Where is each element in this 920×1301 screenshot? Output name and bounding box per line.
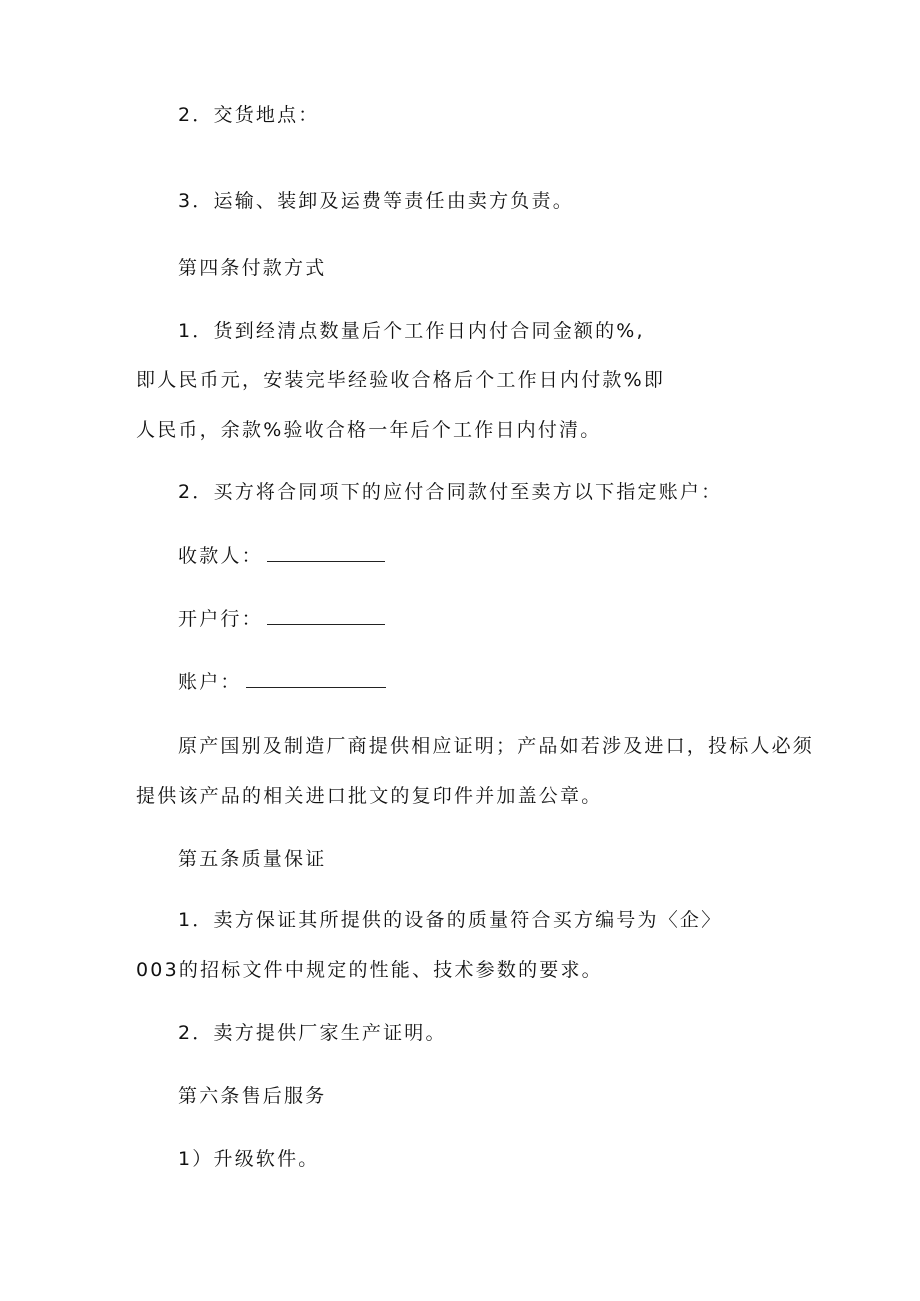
account-field bbox=[178, 670, 386, 694]
quality-clause-2: 2．卖方提供厂家生产证明。 bbox=[178, 1022, 447, 1044]
quality-clause-1-line-2: 003的招标文件中规定的性能、技术参数的要求。 bbox=[136, 959, 603, 981]
payee-blank bbox=[267, 547, 385, 562]
payee-label: 收款人： bbox=[178, 545, 263, 567]
article-5-title: 第五条质量保证 bbox=[178, 848, 327, 870]
payment-clause-1-line-3: 人民币，余款%验收合格一年后个工作日内付清。 bbox=[136, 419, 602, 441]
bank-label: 开户行： bbox=[178, 608, 263, 630]
service-clause-1: 1）升级软件。 bbox=[178, 1148, 320, 1170]
payee-field bbox=[178, 544, 385, 568]
bank-blank bbox=[267, 610, 385, 625]
origin-clause-line-2: 提供该产品的相关进口批文的复印件并加盖公章。 bbox=[136, 785, 603, 807]
transport-clause: 3．运输、装卸及运费等责任由卖方负责。 bbox=[178, 190, 574, 212]
bank-field bbox=[178, 607, 385, 631]
payment-clause-2: 2．买方将合同项下的应付合同款付至卖方以下指定账户： bbox=[178, 481, 723, 503]
account-label: 账户： bbox=[178, 671, 242, 693]
delivery-place-clause: 2．交货地点： bbox=[178, 104, 320, 126]
article-4-title: 第四条付款方式 bbox=[178, 257, 327, 279]
origin-clause-line-1: 原产国别及制造厂商提供相应证明；产品如若涉及进口，投标人必须 bbox=[178, 735, 815, 757]
quality-clause-1-line-1: 1．卖方保证其所提供的设备的质量符合买方编号为〈企〉 bbox=[178, 909, 723, 931]
article-6-title: 第六条售后服务 bbox=[178, 1085, 327, 1107]
payment-clause-1-line-1: 1．货到经清点数量后个工作日内付合同金额的%, bbox=[178, 320, 645, 342]
payment-clause-1-line-2: 即人民币元，安装完毕经验收合格后个工作日内付款%即 bbox=[136, 369, 666, 391]
account-blank bbox=[246, 673, 386, 688]
